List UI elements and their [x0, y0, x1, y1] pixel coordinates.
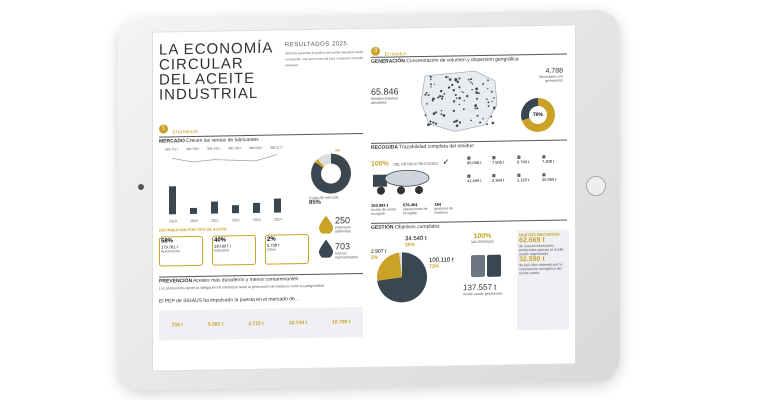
municipios-value: 4.788 — [545, 67, 563, 75]
collect-label: operaciones de recogida — [402, 206, 428, 216]
total-stat — [463, 283, 502, 297]
factory-icon: ▦ — [517, 172, 521, 178]
dist-tons: 120.697 t — [214, 243, 231, 249]
sector-value: 2.394 t — [492, 177, 505, 183]
dist-pct: 40% — [214, 237, 227, 244]
estab-label: Establecimientos atendidos — [371, 96, 399, 105]
bar — [274, 198, 281, 212]
dist-label: Industrial — [214, 248, 229, 253]
dist-tons: 5.738 t — [267, 242, 280, 248]
dist-pct: 2% — [267, 236, 276, 243]
employees-stat — [335, 215, 365, 234]
regen-stat — [405, 236, 427, 248]
factory-icon: ▦ — [542, 153, 546, 159]
fuel-value: 32.590 t — [519, 255, 545, 264]
collect-label: Aceite de motor recogido — [371, 207, 397, 216]
sector-item — [467, 173, 492, 183]
dist-label: Otros — [267, 247, 276, 252]
municipios-label: Municipios con generación — [539, 74, 563, 83]
prevencion-items — [159, 307, 363, 341]
collected-label: DEL RESIDUO RECOGIDO — [393, 161, 439, 167]
total-value: 137.557 t — [463, 282, 497, 293]
distribution-item — [265, 234, 309, 265]
bar-top-label: 385.785 t — [228, 146, 242, 151]
market-share — [309, 195, 339, 206]
collected-pct: 100% — [371, 160, 389, 168]
bar-top-label: 336.795 t — [186, 146, 200, 152]
bar — [232, 205, 239, 213]
municipios-stat — [521, 68, 563, 84]
mercado-title: MERCADO — [159, 138, 185, 145]
market-share-label: Cuota de mercado — [309, 195, 339, 200]
collect-item — [434, 201, 461, 214]
sector-item — [542, 171, 567, 181]
barrels-icon — [469, 251, 505, 280]
factory-icon: ▦ — [542, 171, 546, 177]
market-share-small-value: 3% — [335, 148, 341, 153]
donut-pct: 70% — [529, 106, 547, 124]
spain-map — [415, 65, 505, 139]
results-intro — [285, 41, 365, 68]
trend-line — [172, 155, 277, 163]
home-button[interactable] — [586, 176, 606, 196]
new-lub-value: 62.669 t — [519, 236, 545, 245]
gestion-title: GESTIÓN — [371, 224, 394, 231]
bar — [169, 186, 176, 214]
regen-value: 34.540 t — [405, 235, 427, 243]
prevencion-item: 734 t — [171, 322, 183, 329]
drop-icon — [319, 216, 333, 239]
prevencion-item: 10.790 t — [332, 319, 351, 326]
new-resources-title: NUEVOS RECURSOS — [519, 231, 560, 238]
results-text: SIGAUS garantiza la gestión del aceite industrial usado en España, una tarea esencial para conservar el medio ambiente. — [285, 50, 364, 68]
bar-year-label: 2019 — [169, 219, 177, 224]
market-share-value: 85% — [309, 199, 322, 206]
bar-year-label: 2023 — [253, 217, 261, 222]
bar-year-label: 2020 — [190, 218, 198, 224]
valorizado-label: VALORIZADO — [471, 239, 494, 245]
section-number: 3 — [371, 47, 380, 56]
market-share-small — [335, 148, 367, 153]
title-line: DEL ACEITE — [159, 69, 256, 89]
companies-stat — [335, 241, 365, 260]
collect-label: gestores de residuos — [434, 206, 454, 215]
new-resources-box — [517, 229, 569, 330]
sector-item — [467, 155, 492, 165]
sector-item — [492, 172, 517, 182]
title-line: LA ECONOMÍA — [159, 39, 274, 59]
distribution-item — [159, 236, 203, 267]
generacion-title: GENERACIÓN — [371, 58, 405, 65]
drop-icon — [319, 240, 333, 263]
estab-stat — [371, 86, 411, 105]
prevencion-item: 20.734 t — [288, 319, 308, 327]
factory-icon: ▦ — [467, 173, 471, 179]
results-heading: RESULTADOS 2025 — [285, 41, 348, 49]
bar-top-label: 380.217 t — [270, 145, 284, 150]
recogida-subtitle: Trazabilidad completa del residuo — [399, 143, 474, 151]
factory-icon: ▦ — [517, 154, 521, 160]
tanker-truck-icon — [371, 162, 431, 197]
generation-donut — [521, 98, 555, 133]
companies-value: 703 — [335, 241, 351, 252]
energy-stat — [429, 257, 454, 269]
map-dot — [491, 122, 494, 125]
valorizado-pct: 100% — [473, 232, 492, 241]
map-dot — [486, 123, 488, 125]
generacion-subtitle: Concentración de volumen y dispersión geográfica — [406, 56, 519, 65]
collect-item — [403, 202, 434, 216]
energy-pct: 73% — [429, 263, 440, 270]
sector-item — [517, 154, 542, 164]
sector-value: 41.499 t — [467, 177, 482, 184]
prevencion-item: 2.715 t — [248, 320, 264, 328]
prevencion-title: PREVENCIÓN — [159, 278, 193, 285]
prevencion-subtitle: Aceites más duraderos y menos contaminantes — [193, 276, 299, 284]
sector-item — [492, 154, 517, 164]
gestion-subtitle: Objetivos cumplidos — [394, 223, 440, 231]
title-line: INDUSTRIAL — [159, 84, 259, 104]
employees-value: 250 — [335, 215, 351, 226]
sector-item — [542, 153, 567, 163]
left-column — [159, 29, 365, 329]
title-line: CIRCULAR — [159, 55, 244, 74]
bar-top-label: 393.145 t — [207, 146, 221, 151]
sector-item — [517, 172, 542, 182]
factory-icon: ▦ — [492, 172, 496, 178]
prevencion-item: 5.083 t — [207, 321, 224, 328]
other-pct: 2% — [371, 254, 379, 261]
bar — [253, 203, 260, 213]
distribution-item — [212, 235, 256, 266]
bar-year-label: 2022 — [232, 218, 240, 223]
factory-icon: ▦ — [467, 155, 471, 161]
check-icon: ✓ — [442, 157, 450, 167]
camera-icon — [138, 184, 144, 190]
bar-year-label: 2024 — [274, 217, 282, 222]
bar-top-label: 349.048 t — [249, 145, 263, 151]
dist-label: Automoción — [161, 249, 180, 254]
prevencion-text: Los productores tienen la obligación de minimizar tanto la generación de residuos como su peligrosidad. — [159, 283, 326, 291]
other-stat — [371, 249, 386, 261]
dist-tons: 179.781 t — [161, 244, 178, 250]
sector-value: 7.505 t — [492, 159, 505, 165]
sector-value: 1.120 t — [517, 177, 530, 183]
bar-top-label: 349.711 t — [165, 147, 179, 152]
section-label: El producto — [172, 128, 198, 136]
collect-value: 153.993 t — [371, 202, 388, 208]
estab-value: 65.846 — [371, 86, 399, 97]
sector-grid — [467, 153, 567, 183]
valorizado-stat — [471, 233, 494, 244]
dist-pct: 58% — [161, 238, 174, 245]
sales-bar-chart — [159, 142, 299, 226]
prevencion-headline: El PEP de SIGAUS ha impulsado la puesta en el mercado de... — [159, 296, 299, 305]
bar-year-label: 2021 — [211, 218, 219, 223]
sector-value: 6.749 t — [517, 159, 530, 165]
bar — [211, 202, 218, 214]
market-share-donut — [311, 153, 351, 194]
collect-values — [371, 201, 461, 216]
bar — [190, 208, 197, 214]
total-label: Aceite usado gestionado — [463, 291, 503, 297]
sector-value: 7.308 t — [542, 158, 555, 164]
collect-value: 576.404 — [402, 202, 418, 208]
energy-value: 100.110 t — [429, 257, 454, 264]
collect-item — [371, 202, 403, 216]
sector-value: 25.950 t — [542, 176, 557, 182]
map-dot — [427, 123, 430, 126]
section-number: 1 — [159, 125, 168, 134]
fuel-label: de fuel óleo obtenido por la valorización energética del aceite usado. — [519, 262, 563, 276]
sector-value: 65.006 t — [467, 159, 482, 166]
factory-icon: ▦ — [492, 154, 496, 160]
employees-label: empresas adheridas — [335, 225, 351, 234]
section-label: El residuo — [384, 51, 407, 58]
distribution-items — [159, 234, 309, 267]
recogida-header — [371, 139, 567, 150]
collect-value: 164 — [434, 201, 442, 207]
companies-label: marcas representadas — [335, 251, 358, 260]
mercado-subtitle: Crecen las ventas de lubricantes — [186, 136, 259, 145]
regen-pct: 25% — [405, 242, 416, 249]
new-lub-label: de nuevos lubricantes producidos gracias al aceite usado regenerado. — [519, 243, 564, 257]
other-value: 2.907 t — [371, 248, 387, 255]
recogida-title: RECOGIDA — [371, 144, 398, 151]
tablet-screen — [152, 24, 576, 371]
distribution-title: DISTRIBUCIÓN POR TIPO DE ACEITE — [159, 227, 227, 233]
